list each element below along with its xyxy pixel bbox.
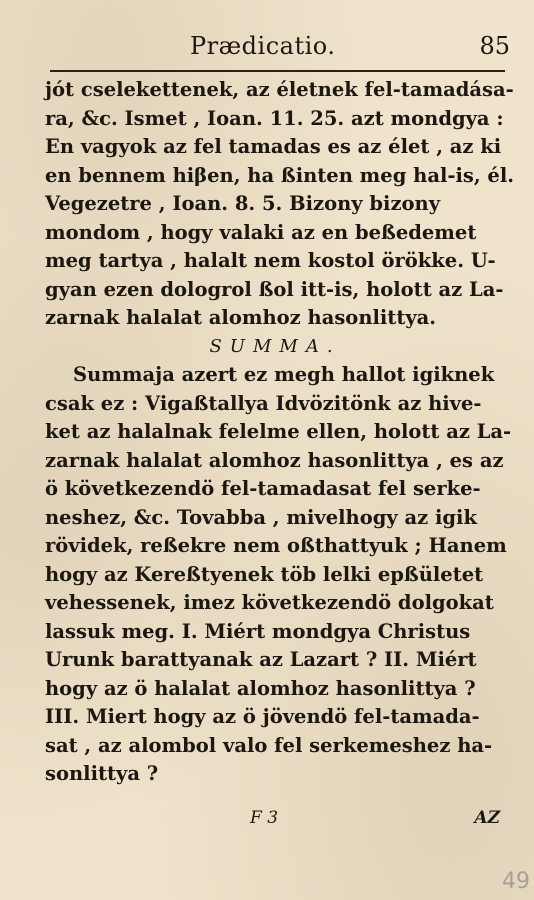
text-line: Summaja azert ez megh hallot igiknek (73, 363, 495, 386)
running-title: Prædicatio. (190, 32, 336, 60)
text-line: hogy az ö halalat alomhoz hasonlittya ? (45, 676, 476, 700)
text-line: lassuk meg. I. Miért mondgya Christus (45, 619, 471, 643)
text-line: ö következendö fel-tamadasat fel serke- (45, 477, 481, 500)
text-line: mondom , hogy valaki az en beßedemet (45, 220, 477, 244)
text-line: jót cselekettenek, az életnek fel-tamadása- (45, 78, 514, 101)
text-line: Vegezetre , Ioan. 8. 5. Bizony bizony (45, 192, 441, 215)
page-number: 85 (479, 32, 510, 60)
section-heading: SUMMA. (209, 335, 341, 357)
page-footer (45, 808, 505, 838)
body-text (45, 76, 515, 789)
text-line: Urunk barattyanak az Lazart ? II. Miért (45, 648, 477, 671)
text-line: III. Miert hogy az ö jövendö fel-tamada- (45, 705, 480, 728)
text-line: En vagyok az fel tamadas es az élet , az ki (45, 135, 502, 158)
catchword: AZ (474, 808, 500, 828)
text-line: ra, &c. Ismet , Ioan. 11. 25. azt mondgya : (45, 106, 504, 130)
signature-mark: F 3 (250, 808, 279, 828)
text-line: vehessenek, imez következendö dolgokat (45, 591, 494, 614)
text-line: sonlittya ? (45, 762, 159, 785)
header-rule (50, 70, 505, 72)
text-line: rövidek, reßekre nem oßthattyuk ; Hanem (45, 534, 507, 557)
text-line: hogy az Kereßtyenek töb lelki epßületet (45, 562, 484, 586)
page-header (40, 28, 510, 68)
text-line: zarnak halalat alomhoz hasonlittya. (45, 306, 437, 329)
text-line: meg tartya , halalt nem kostol örökke. U- (45, 249, 496, 272)
text-line: en bennem hiβen, ha ßinten meg hal-is, él. (45, 163, 515, 187)
text-line: csak ez : Vigaßtallya Idvözitönk az hive- (45, 391, 482, 415)
text-line: sat , az alombol valo fel serkemeshez ha- (45, 733, 493, 757)
text-line: zarnak halalat alomhoz hasonlittya , es az (45, 448, 504, 472)
text-line: neshez, &c. Tovabba , mivelhogy az igik (45, 505, 477, 529)
text-line: gyan ezen dologrol ßol itt-is, holott az La- (45, 277, 504, 301)
pencil-marginal-note: 49 (502, 869, 530, 894)
text-line: ket az halalnak felelme ellen, holott az La- (45, 420, 512, 443)
